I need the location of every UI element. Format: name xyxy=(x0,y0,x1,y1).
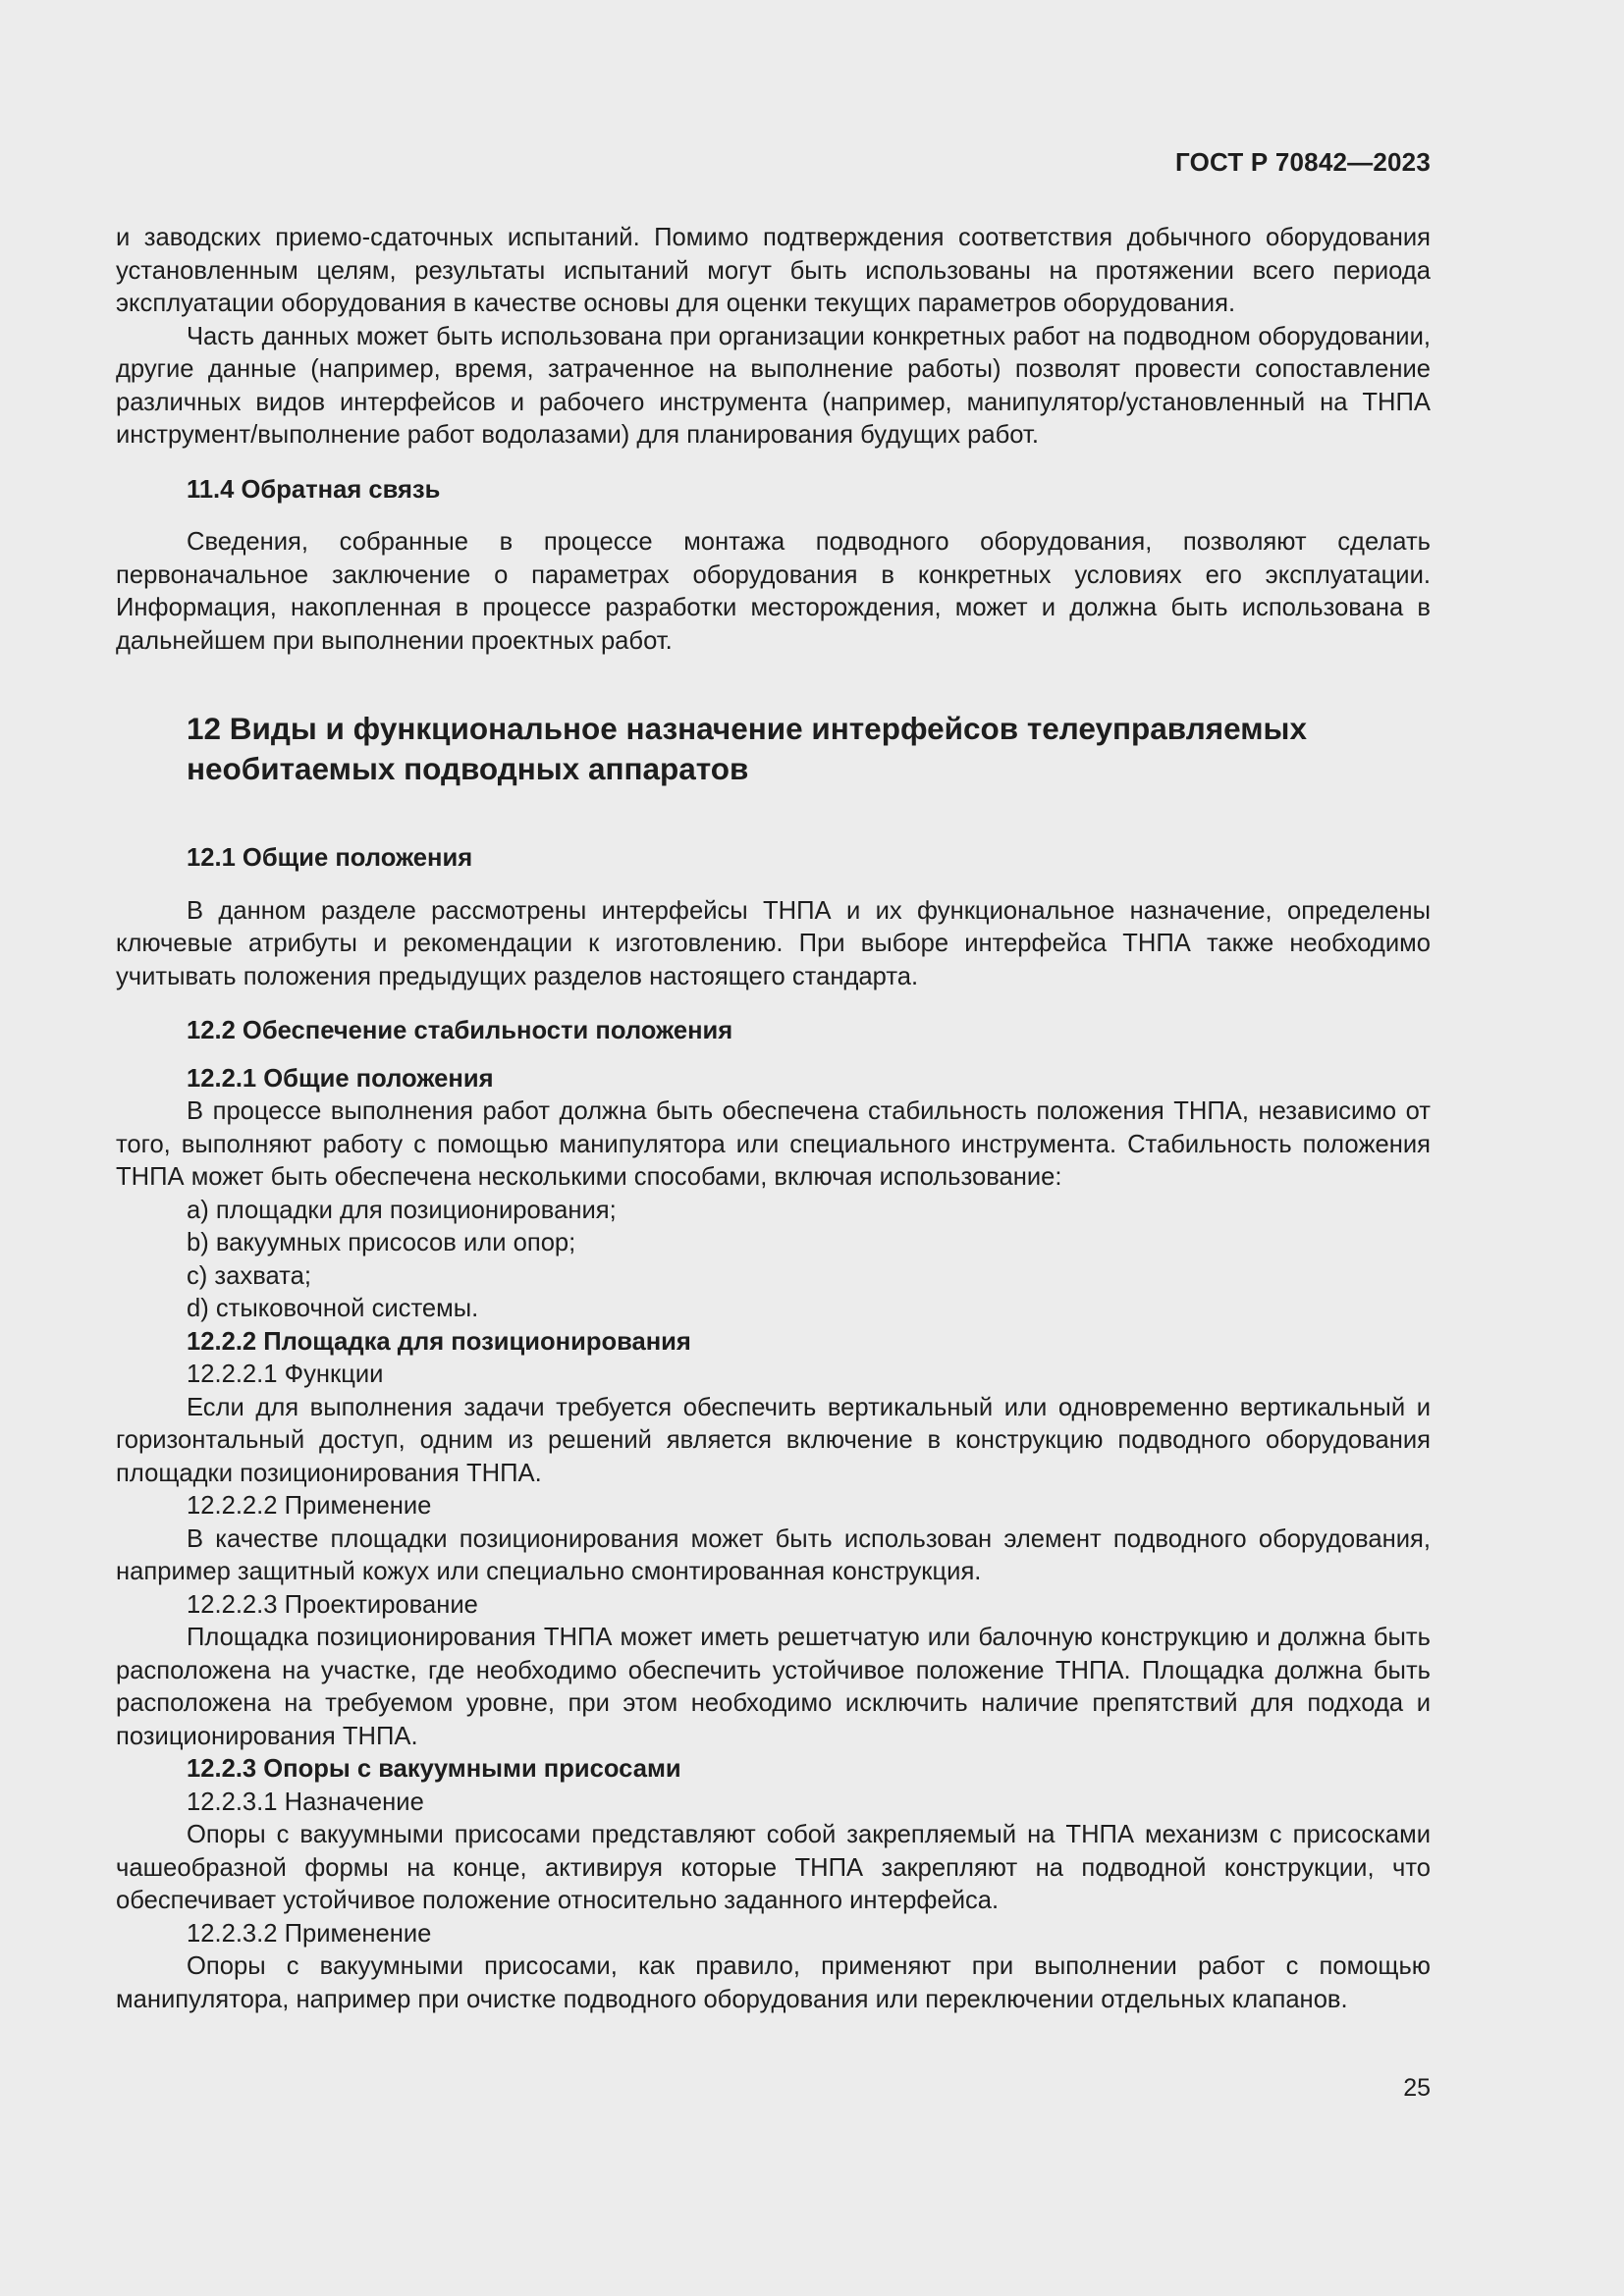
heading-12-2: 12.2 Обеспечение стабильности положения xyxy=(187,1017,733,1044)
paragraph-stability: В процессе выполнения работ должна быть обеспечена стабильность положения ТНПА, независимо от того, выполняют работу с помощью манипулятора или специального инструмента. Стабильность положения ТНПА может быть обеспечена несколькими способами, включая использование: xyxy=(116,1097,1431,1191)
list-item-d: d) стыковочной системы. xyxy=(187,1295,479,1322)
heading-section-12-line2: необитаемых подводных аппаратов xyxy=(187,751,749,786)
list-item-b: b) вакуумных присосов или опор; xyxy=(187,1229,576,1256)
heading-12-2-3-2: 12.2.3.2 Применение xyxy=(187,1919,432,1948)
paragraph-platform-functions: Если для выполнения задачи требуется обеспечить вертикальный или одновременно вертикальный и горизонтальный доступ, одним из решений является включение в конструкцию подводного оборудования площадки позиционирования ТНПА. xyxy=(116,1393,1431,1487)
document-code-header: ГОСТ Р 70842—2023 xyxy=(1175,147,1431,177)
paragraph-platform-design: Площадка позиционирования ТНПА может иметь решетчатую или балочную конструкцию и должна быть расположена на участке, где необходимо обеспечить устойчивое положение ТНПА. Площадка должна быть расположена на требуемом уровне, при этом необходимо исключить наличие препятствий для подхода и позиционирования ТНПА. xyxy=(116,1624,1431,1750)
heading-12-2-1: 12.2.1 Общие положения xyxy=(187,1064,494,1093)
heading-12-2-2-1: 12.2.2.1 Функции xyxy=(187,1361,384,1388)
list-item-a: a) площадки для позиционирования; xyxy=(187,1196,617,1224)
heading-section-12 xyxy=(116,709,1431,789)
document-body xyxy=(116,222,1431,2016)
heading-11-4: 11.4 Обратная связь xyxy=(187,475,441,504)
heading-12-1: 12.1 Общие положения xyxy=(187,844,473,872)
paragraph-suction-purpose: Опоры с вакуумными присосами представляют собой закрепляемый на ТНПА механизм с присосками чашеобразной формы на конце, активируя которые ТНПА закрепляют на подводной конструкции, что обеспечивает устойчивое положение относительно заданного интерфейса. xyxy=(116,1821,1431,1914)
list-item-c: c) захвата; xyxy=(187,1261,311,1290)
paragraph-data-usage: Часть данных может быть использована при организации конкретных работ на подводном оборудовании, другие данные (например, время, затраченное на выполнение работы) позволят провести сопоставление различных видов интерфейсов и рабочего инструмента (например, манипулятор/установленный на ТНПА инструмент/выполнение работ водолазами) для планирования будущих работ. xyxy=(116,322,1431,449)
page-number: 25 xyxy=(1403,2074,1431,2102)
heading-12-2-2: 12.2.2 Площадка для позиционирования xyxy=(187,1327,691,1356)
paragraph-tests-continued: и заводских приемо-сдаточных испытаний. Помимо подтверждения соответствия добычного оборудования установленным целям, результаты испытаний могут быть использованы на протяжении всего периода эксплуатации оборудования в качестве основы для оценки текущих параметров оборудования. xyxy=(116,224,1431,317)
paragraph-platform-application: В качестве площадки позиционирования может быть использован элемент подводного оборудования, например защитный кожух или специально смонтированная конструкция. xyxy=(116,1524,1431,1585)
paragraph-feedback: Сведения, собранные в процессе монтажа подводного оборудования, позволяют сделать первоначальное заключение о параметрах оборудования в конкретных условиях его эксплуатации. Информация, накопленная в процессе разработки месторождения, может и должна быть использована в дальнейшем при выполнении проектных работ. xyxy=(116,528,1431,655)
heading-section-12-line1: 12 Виды и функциональное назначение интерфейсов телеуправляемых xyxy=(187,711,1307,746)
paragraph-general-provisions: В данном разделе рассмотрены интерфейсы ТНПА и их функциональное назначение, определены ключевые атрибуты и рекомендации к изготовлению. При выборе интерфейса ТНПА также необходимо учитывать положения предыдущих разделов настоящего стандарта. xyxy=(116,896,1431,990)
heading-12-2-3: 12.2.3 Опоры с вакуумными присосами xyxy=(187,1755,681,1783)
heading-12-2-3-1: 12.2.3.1 Назначение xyxy=(187,1788,424,1816)
paragraph-suction-application: Опоры с вакуумными присосами, как правило, применяют при выполнении работ с помощью манипулятора, например при очистке подводного оборудования или переключении отдельных клапанов. xyxy=(116,1952,1431,2013)
heading-12-2-2-2: 12.2.2.2 Применение xyxy=(187,1492,432,1520)
heading-12-2-2-3: 12.2.2.3 Проектирование xyxy=(187,1590,478,1619)
